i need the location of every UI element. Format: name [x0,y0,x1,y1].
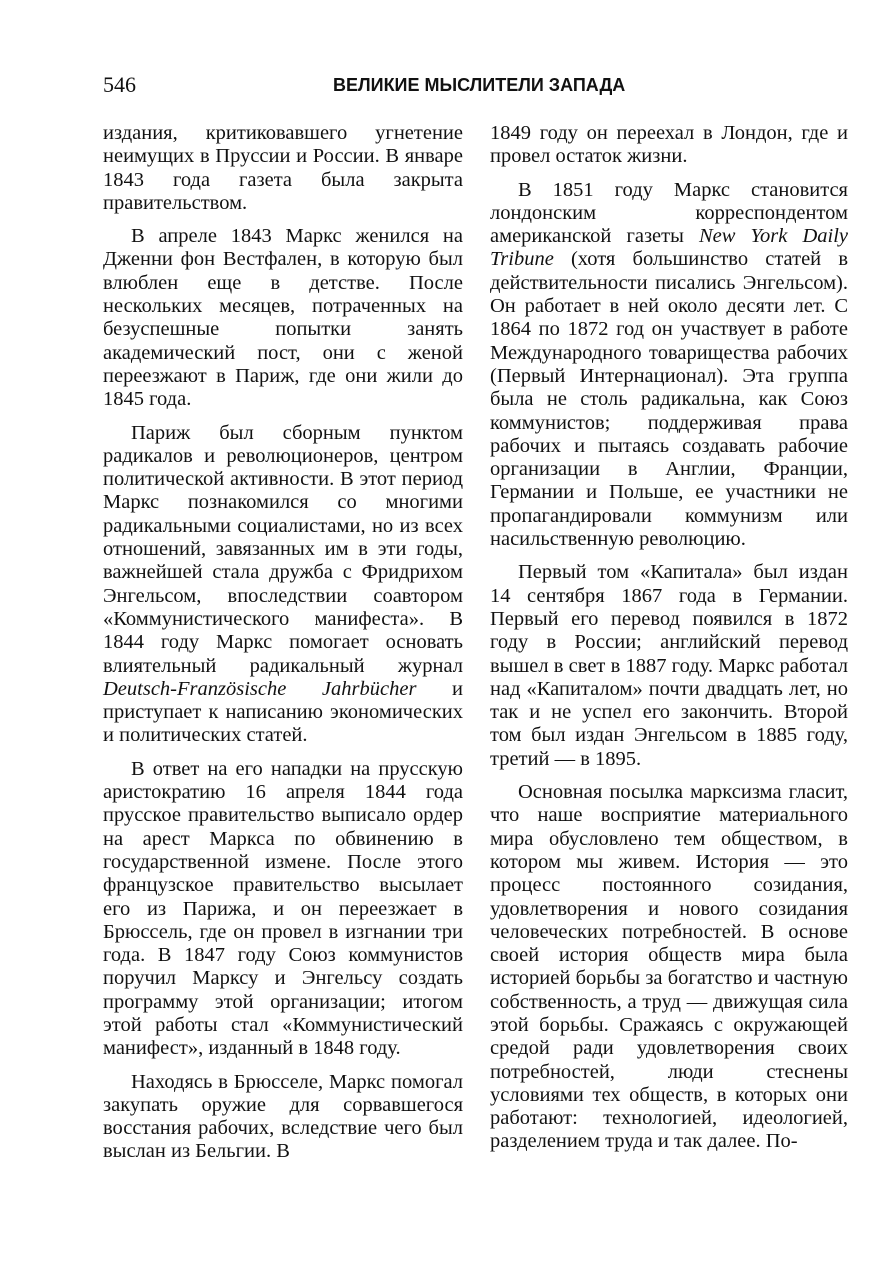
paragraph-paris-text-b: и приступает к написанию экономических и политических статей. [103,677,463,747]
left-column [103,122,463,1164]
paragraph-capital: Первый том «Капитала» был издан 14 сентября 1867 года в Германии. Первый его перевод появился в 1872 году в России; английский перевод вышел в свет в 1887 году. Маркс работал над «Капиталом» почти двадцать лет, но так и не успел его закончить. Второй том был издан Энгельсом в 1885 году, третий — в 1895. [490,561,848,770]
paragraph-brussels-weapons: Находясь в Брюсселе, Маркс помогал закупать оружие для сорвавшегося восстания рабочих, вследствие чего был выслан из Бельгии. В [103,1070,463,1163]
running-head: ВЕЛИКИЕ МЫСЛИТЕЛИ ЗАПАДА [333,75,626,95]
paragraph-paris [103,422,463,748]
page-header [103,72,863,102]
paragraph-correspondent [490,179,848,552]
paragraph-marriage: В апреле 1843 Маркс женился на Дженни фон Вестфален, в которую был влюблен еще в детстве. После нескольких месяцев, потраченных на безуспешные попытки занять академический пост, они с женой переезжают в Париж, где они жили до 1845 года. [103,225,463,411]
paragraph-marxism: Основная посылка марксизма гласит, что наше восприятие материального мира обусловлено тем обществом, в котором мы живем. История — это процесс постоянного созидания, удовлетворения и нового созидания человеческих потребностей. В основе своей история обществ мира была историей борьбы за богатство и частную собственность, а труд — движущая сила этой борьбы. Сражаясь с окружающей средой ради удовлетворения своих потребностей, люди стеснены условиями тех обществ, в которых они работают: технологией, идеологией, разделением труда и так далее. По- [490,781,848,1153]
paragraph-brussels-exile: В ответ на его нападки на прусскую аристократию 16 апреля 1844 года прусское правительство выписало ордер на арест Маркса по обвинению в государственной измене. После этого французское правительство высылает его из Парижа, и он переезжает в Брюссель, где он провел в изгнании три года. В 1847 году Союз коммунистов поручил Марксу и Энгельсу создать программу этой организации; итогом этой работы стал «Коммунистический манифест», изданный в 1848 году. [103,757,463,1060]
right-column [490,122,848,1154]
paragraph-paris-text-a: Париж был сборным пунктом радикалов и революционеров, центром политической активности. В этот период Маркс познакомился со многими радикальными социалистами, но из всех отношений, завязанных им в эти годы, важнейшей стала дружба с Фридрихом Энгельсом, впоследствии соавтором «Коммунистического манифеста». В 1844 году Маркс помогает основать влиятельный радикальный журнал [103,421,463,677]
page-number: 546 [103,72,136,97]
paragraph-correspondent-text-b: (хотя большинство статей в действительности писались Энгельсом). Он работает в ней около десяти лет. С 1864 по 1872 год он участвует в работе Международного товарищества рабочих (Первый Интернационал). Эта группа была не столь радикальна, как Союз коммунистов; поддерживая права рабочих и пытаясь создавать рабочие организации в Англии, Франции, Германии и Польше, ее участники не пропагандировали коммунизм или насильственную революцию. [490,248,848,551]
paragraph-continued: издания, критиковавшего угнетение неимущих в Пруссии и России. В январе 1843 года газета была закрыта правительством. [103,122,463,214]
paragraph-london: 1849 году он переехал в Лондон, где и провел остаток жизни. [490,122,848,168]
newspaper-title: New York Daily Tribune [490,225,848,271]
journal-title: Deutsch-Französische Jahrbücher [103,677,417,700]
paragraph-correspondent-text-a: В 1851 году Маркс становится лондонским корреспондентом американской газеты [490,178,848,248]
